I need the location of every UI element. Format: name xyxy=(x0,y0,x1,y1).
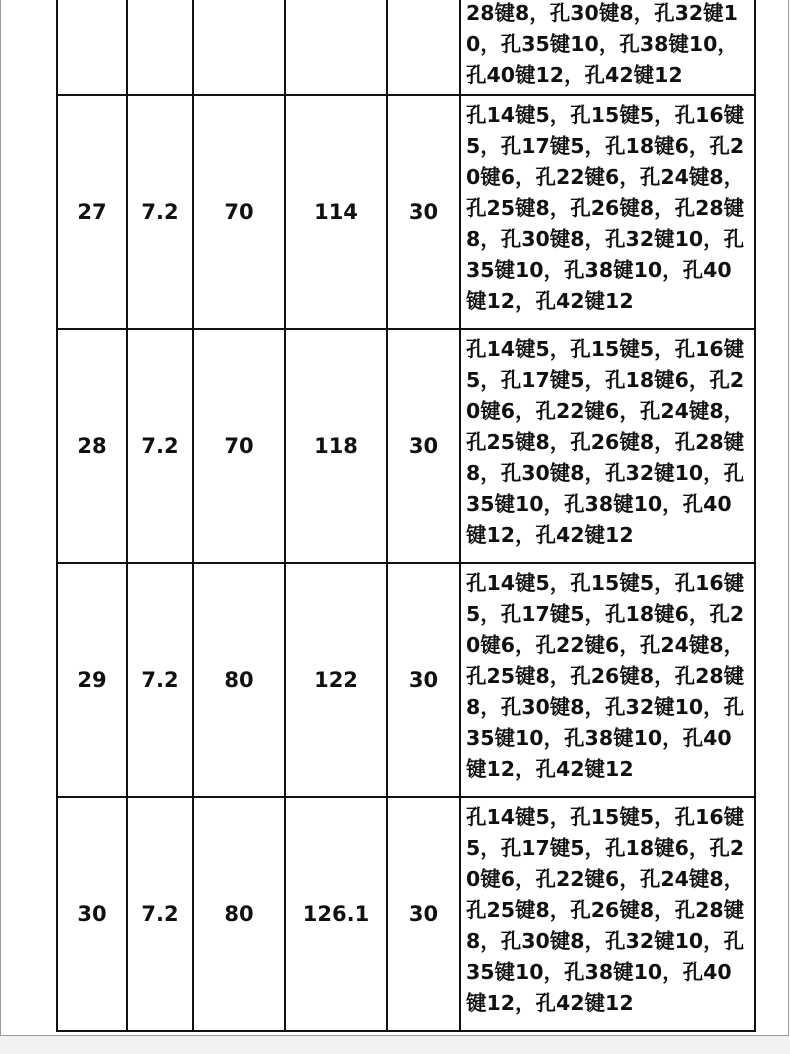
value-cell xyxy=(387,0,460,95)
value-cell xyxy=(127,0,193,95)
hole-key-cell: 28键8，孔30键8，孔32键10，孔35键10，孔38键10，孔40键12，孔42键12 xyxy=(460,0,755,95)
value-cell: 30 xyxy=(387,797,460,1031)
value-cell: 30 xyxy=(387,329,460,563)
row-number-cell xyxy=(57,0,127,95)
row-number-cell: 30 xyxy=(57,797,127,1031)
page-bottom-gap xyxy=(0,1036,790,1054)
value-cell: 30 xyxy=(387,95,460,329)
spec-table xyxy=(56,0,756,1032)
hole-key-cell: 孔14键5，孔15键5，孔16键5，孔17键5，孔18键6，孔20键6，孔22键6，孔24键8，孔25键8，孔26键8，孔28键8，孔30键8，孔32键10，孔35键10，孔38键10，孔40键12，孔42键12 xyxy=(460,95,755,329)
hole-key-cell: 孔14键5，孔15键5，孔16键5，孔17键5，孔18键6，孔20键6，孔22键6，孔24键8，孔25键8，孔26键8，孔28键8，孔30键8，孔32键10，孔35键10，孔38键10，孔40键12，孔42键12 xyxy=(460,329,755,563)
table-row xyxy=(57,797,755,1031)
hole-key-cell: 孔14键5，孔15键5，孔16键5，孔17键5，孔18键6，孔20键6，孔22键6，孔24键8，孔25键8，孔26键8，孔28键8，孔30键8，孔32键10，孔35键10，孔38键10，孔40键12，孔42键12 xyxy=(460,797,755,1031)
value-cell xyxy=(193,0,285,95)
hole-key-cell: 孔14键5，孔15键5，孔16键5，孔17键5，孔18键6，孔20键6，孔22键6，孔24键8，孔25键8，孔26键8，孔28键8，孔30键8，孔32键10，孔35键10，孔38键10，孔40键12，孔42键12 xyxy=(460,563,755,797)
value-cell: 30 xyxy=(387,563,460,797)
value-cell: 114 xyxy=(285,95,387,329)
value-cell: 80 xyxy=(193,563,285,797)
value-cell: 80 xyxy=(193,797,285,1031)
value-cell xyxy=(285,0,387,95)
table-row xyxy=(57,329,755,563)
value-cell: 7.2 xyxy=(127,329,193,563)
row-number-cell: 28 xyxy=(57,329,127,563)
row-number-cell: 29 xyxy=(57,563,127,797)
value-cell: 122 xyxy=(285,563,387,797)
value-cell: 118 xyxy=(285,329,387,563)
value-cell: 7.2 xyxy=(127,95,193,329)
value-cell: 7.2 xyxy=(127,797,193,1031)
value-cell: 126.1 xyxy=(285,797,387,1031)
value-cell: 70 xyxy=(193,95,285,329)
table-row xyxy=(57,563,755,797)
value-cell: 7.2 xyxy=(127,563,193,797)
table-row xyxy=(57,95,755,329)
table-row xyxy=(57,0,755,95)
value-cell: 70 xyxy=(193,329,285,563)
row-number-cell: 27 xyxy=(57,95,127,329)
